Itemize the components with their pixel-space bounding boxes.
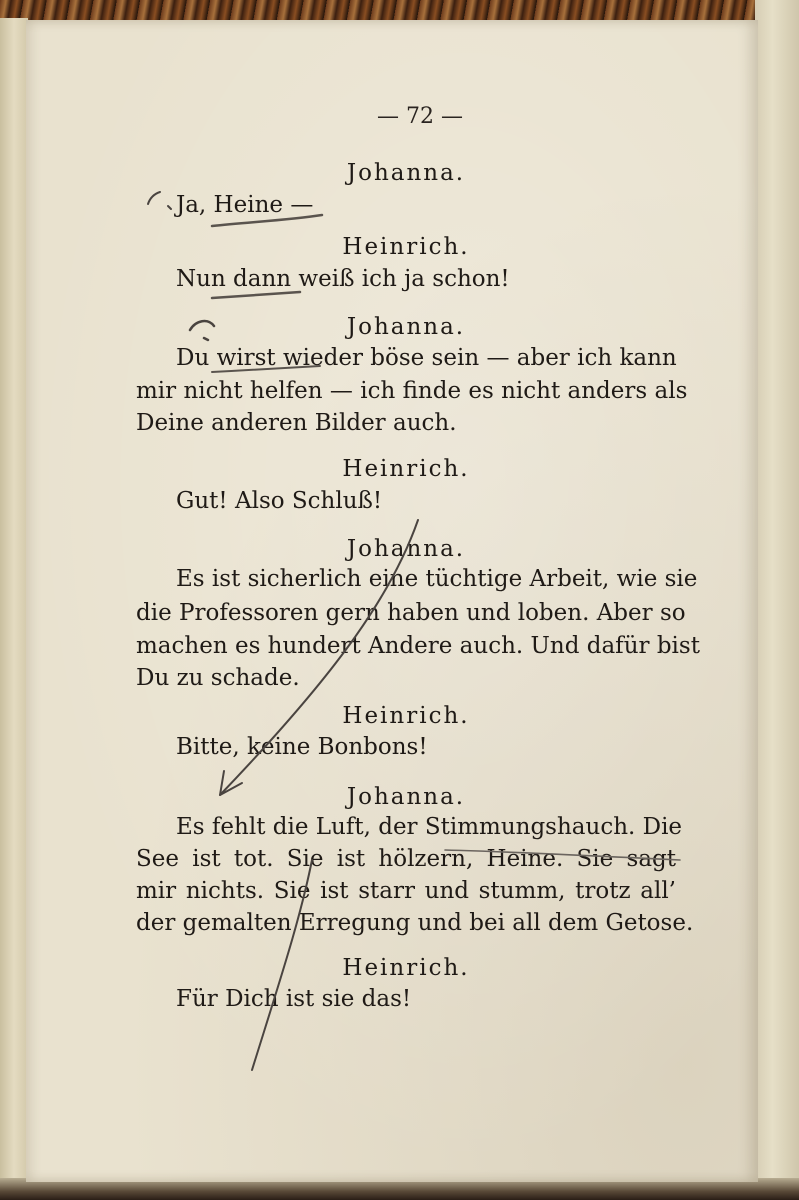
speaker-name: Johanna. — [346, 784, 466, 810]
page-stack-left — [0, 18, 28, 1188]
speaker-name: Heinrich. — [342, 703, 470, 729]
dialogue-line: die Professoren gern haben und loben. Aber so — [136, 600, 686, 626]
speaker-name: Heinrich. — [342, 234, 470, 260]
page-number: — 72 — — [377, 104, 463, 129]
dialogue-line: Ja, Heine — — [176, 192, 314, 218]
dialogue-line: Du wirst wieder böse sein — aber ich kann — [176, 345, 677, 371]
dialogue-line: Gut! Also Schluß! — [176, 488, 383, 514]
speaker-name: Johanna. — [346, 536, 466, 562]
speaker-name: Johanna. — [346, 314, 466, 340]
dialogue-line: Es fehlt die Luft, der Stimmungshauch. Die — [176, 814, 683, 840]
dialogue-line: mir nicht helfen — ich finde es nicht anders als — [136, 378, 688, 404]
marbled-endpaper — [0, 0, 799, 22]
speaker-name: Heinrich. — [342, 955, 470, 981]
dialogue-line: Nun dann weiß ich ja schon! — [176, 266, 510, 292]
dialogue-line: Du zu schade. — [136, 665, 300, 691]
dialogue-line: machen es hundert Andere auch. Und dafür bist — [136, 633, 700, 659]
speaker-name: Johanna. — [346, 160, 466, 186]
next-page-edge — [755, 0, 799, 1200]
dialogue-line: Für Dich ist sie das! — [176, 986, 412, 1012]
dialogue-line: Es ist sicherlich eine tüchtige Arbeit, wie sie — [176, 566, 698, 592]
dialogue-line: Deine anderen Bilder auch. — [136, 410, 457, 436]
dialogue-line: See ist tot. Sie ist hölzern, Heine. Sie sagt — [136, 846, 676, 872]
dialogue-line: Bitte, keine Bonbons! — [176, 734, 428, 760]
dialogue-line: der gemalten Erregung und bei all dem Getose. — [136, 910, 694, 936]
dialogue-line: mir nichts. Sie ist starr und stumm, trotz all’ — [136, 878, 676, 904]
speaker-name: Heinrich. — [342, 456, 470, 482]
